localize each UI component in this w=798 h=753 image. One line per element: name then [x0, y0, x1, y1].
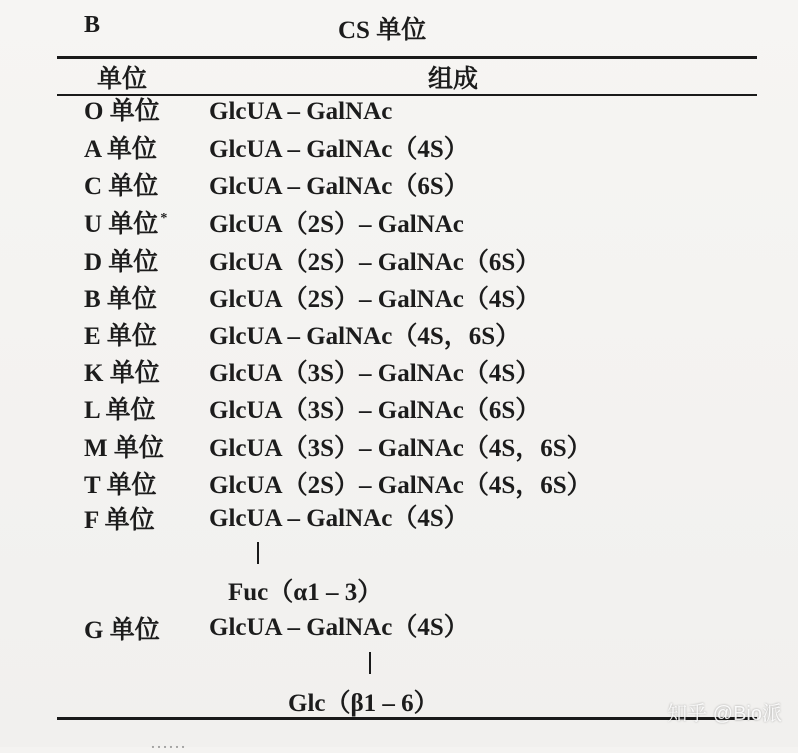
table-row-unit: L 单位 — [84, 397, 156, 424]
table-title: CS 单位 — [338, 17, 427, 44]
table-row-composition: GlcUA – GalNAc（4S） — [209, 505, 469, 532]
table-row-composition: GlcUA – GalNAc（4S） — [209, 614, 469, 641]
table-row-unit: T 单位 — [84, 472, 157, 499]
panel-letter: B — [84, 12, 101, 38]
table-row-composition: GlcUA – GalNAc（6S） — [209, 173, 469, 200]
table-row-unit: C 单位 — [84, 173, 159, 200]
table-row-unit: K 单位 — [84, 360, 160, 387]
table-row-composition: GlcUA（2S）– GalNAc（4S，6S） — [209, 472, 592, 499]
table-row-composition: GlcUA（2S）– GalNAc（6S） — [209, 249, 541, 276]
table-bottom-rule — [57, 717, 757, 720]
unit-label: U 单位 — [84, 211, 159, 238]
table-row-unit: A 单位 — [84, 136, 157, 163]
branch-connector — [369, 652, 371, 674]
footnote-mark: * — [160, 211, 168, 226]
table-row-composition: GlcUA – GalNAc（4S，6S） — [209, 323, 521, 350]
table-row-unit: O 单位 — [84, 98, 160, 125]
table-row-composition: GlcUA（3S）– GalNAc（6S） — [209, 397, 541, 424]
table-header-rule — [57, 94, 757, 96]
table-row-composition: GlcUA – GalNAc（4S） — [209, 136, 469, 163]
table-row-unit: D 单位 — [84, 249, 159, 276]
table-row-composition: GlcUA（3S）– GalNAc（4S，6S） — [209, 435, 592, 462]
table-row-unit: E 单位 — [84, 323, 157, 350]
table-row-unit — [84, 209, 167, 241]
table-row-composition: GlcUA（2S）– GalNAc（4S） — [209, 286, 541, 313]
watermark: 知乎 @Bio派 — [667, 703, 782, 725]
next-line-fragment: …… — [150, 732, 186, 752]
table-row-unit: B 单位 — [84, 286, 157, 313]
column-header-composition: 组成 — [428, 66, 479, 93]
table-row-unit: F 单位 — [84, 507, 155, 534]
table-row-composition: GlcUA（3S）– GalNAc（4S） — [209, 360, 541, 387]
table-row-composition: GlcUA – GalNAc — [209, 98, 393, 125]
branch-substituent: Fuc（α1 – 3） — [228, 579, 383, 606]
branch-connector — [257, 542, 259, 564]
table-row-composition: GlcUA（2S）– GalNAc — [209, 211, 464, 238]
table-row-unit: M 单位 — [84, 435, 164, 462]
branch-substituent: Glc（β1 – 6） — [288, 690, 439, 717]
table-top-rule — [57, 56, 757, 59]
table-row-unit: G 单位 — [84, 617, 160, 644]
column-header-unit: 单位 — [97, 66, 148, 93]
